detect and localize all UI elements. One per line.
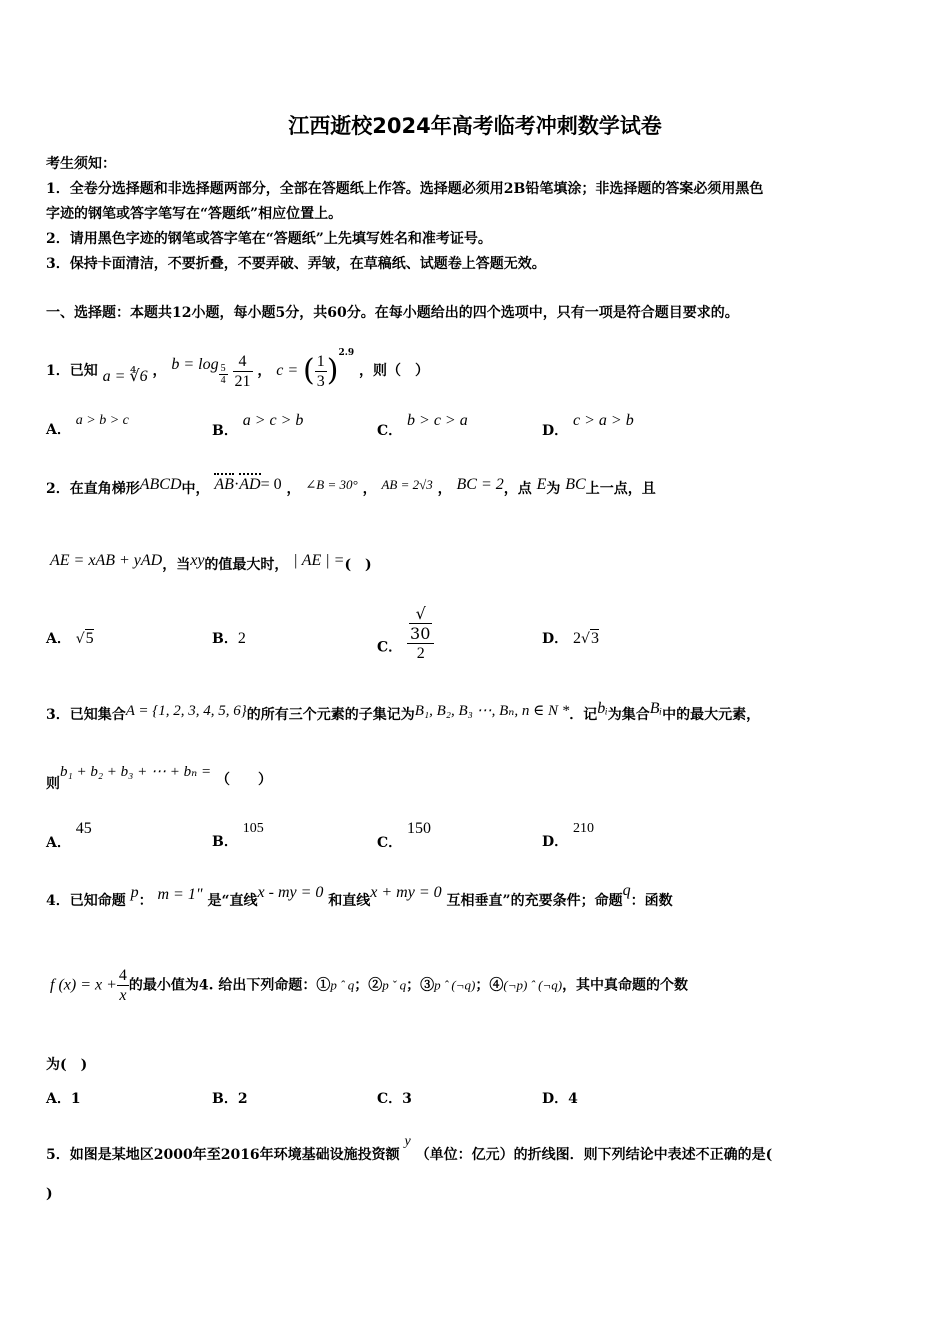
page-title: 江西逝校2024年高考临考冲刺数学试卷	[288, 114, 662, 138]
q2-line2-t2: 的值最大时，	[204, 557, 289, 573]
q4-line-a: x - my = 0	[257, 884, 324, 901]
q3-option-a-value: 45	[75, 820, 92, 837]
q2-shape: ABCD	[139, 476, 182, 493]
q1-c-den: 3	[316, 372, 325, 390]
q1-log-base	[219, 363, 228, 386]
q4-t4: 互相垂直”的充要条件；命题	[446, 893, 623, 909]
notice-item-3: 3．保持卡面清洁，不要折叠，不要弄破、弄皱，在草稿纸、试题卷上答题无效。	[46, 256, 546, 272]
q1-b-num: 4	[233, 352, 253, 372]
q1-suffix: ，则（ ）	[359, 363, 430, 379]
q3-option-d-value: 210	[573, 821, 595, 836]
question-4-line-1	[46, 882, 673, 910]
q2-xy: xy	[190, 552, 205, 569]
q2-line2-t1: ，当	[162, 557, 191, 573]
q1-option-a[interactable]	[46, 412, 129, 439]
section-heading: 一、选择题：本题共12小题，每小题5分，共60分。在每小题给出的四个选项中，只有一项是符合题目要求的。	[46, 305, 739, 321]
q1-option-b-value: a > c > b	[242, 412, 304, 429]
q2-option-c[interactable]	[377, 604, 434, 663]
q3-prefix: 3．已知集合	[46, 707, 126, 723]
notice-item-1a: 1．全卷分选择题和非选择题两部分，全部在答题纸上作答。选择题必须用2B铅笔填涂；非选择题的答案必须用黑色	[46, 181, 764, 197]
q4-line-b: x + my = 0	[370, 884, 442, 901]
q4-f-num: 4	[118, 967, 127, 984]
q1-option-c-value: b > c > a	[407, 412, 468, 429]
q3-set: A = {1, 2, 3, 4, 5, 6}	[125, 703, 247, 719]
q2-option-a-value: √5	[75, 630, 94, 647]
q2-bc: BC = 2	[456, 476, 504, 493]
q1-b-den: 21	[234, 372, 251, 390]
q4-t9: ；④	[475, 977, 504, 994]
question-2-line-1	[46, 476, 656, 498]
q4-c2: p ˇ q	[382, 977, 407, 993]
q2-ab: AB = 2√3	[381, 477, 433, 492]
q5-prefix: 5．如图是某地区2000年至2016年环境基础设施投资额	[46, 1147, 400, 1163]
q2-option-d[interactable]	[542, 628, 599, 648]
q4-t5: ：函数	[630, 893, 673, 909]
q3-t1: 的所有三个元素的子集记为	[246, 707, 415, 723]
q1-prefix: 1．已知	[46, 363, 98, 379]
q3-Bi: Bᵢ	[649, 700, 663, 717]
q3-line2-prefix: 则	[46, 776, 60, 792]
q2-t6: 为	[546, 481, 561, 497]
q2-vector-ad: AD	[239, 476, 261, 493]
q1-c-fraction	[315, 352, 327, 391]
q3-t2: ．记	[569, 707, 598, 723]
q4-c4: (¬p) ˆ (¬q)	[503, 977, 563, 993]
question-3-line-2	[46, 762, 272, 793]
q1-log-base-den: 4	[220, 375, 226, 386]
q2-abs-ae: | AE | =	[293, 552, 345, 569]
q2-dot: ·	[233, 476, 240, 493]
q3-option-b-value: 105	[242, 821, 264, 836]
q1-option-d-value: c > a > b	[573, 412, 634, 429]
q4-t8: ；③	[406, 977, 435, 994]
q2-option-b-value: 2	[237, 630, 246, 647]
question-4-line-3: 为( )	[46, 1057, 88, 1073]
q2-option-c-label: C．	[377, 639, 403, 656]
q3-option-c-label: C．	[377, 835, 403, 851]
question-3-line-1	[46, 700, 760, 724]
q2-line2-t3: ( )	[344, 557, 372, 573]
q4-c3: p ˆ (¬q)	[434, 977, 476, 993]
q4-t7: ；②	[354, 977, 383, 994]
q3-option-b[interactable]	[212, 820, 264, 851]
q2-option-a-label: A．	[46, 631, 71, 647]
q4-p: p	[130, 884, 139, 901]
q4-option-d-value: 4	[568, 1091, 578, 1107]
question-5-line-1	[46, 1134, 772, 1164]
q4-t6: 的最小值为4. 给出下列命题：①	[128, 977, 331, 994]
q4-option-b-value: 2	[237, 1091, 248, 1107]
q3-option-c[interactable]	[377, 820, 431, 852]
q4-option-c-value: 3	[402, 1091, 412, 1107]
q1-comma: ，	[152, 363, 167, 379]
q3-option-d-label: D．	[542, 834, 569, 850]
q4-option-c[interactable]	[377, 1088, 412, 1108]
q2-option-d-coef: 2	[573, 630, 582, 647]
q2-t7: 上一点，且	[585, 481, 656, 497]
q4-q: q	[622, 882, 631, 899]
q4-option-a-value: 1	[70, 1091, 81, 1107]
q4-t1: ：	[138, 893, 153, 909]
q1-option-c-label: C．	[377, 423, 403, 439]
question-2-line-2	[50, 552, 372, 574]
q1-b-fraction	[233, 352, 253, 391]
q3-option-d[interactable]	[542, 820, 594, 851]
q2-t2: ，	[286, 481, 301, 497]
q4-option-d-label: D．	[542, 1091, 569, 1107]
q2-point-e: E	[536, 476, 547, 493]
q3-option-b-label: B．	[212, 834, 238, 850]
q5-text: （单位：亿元）的折线图．则下列结论中表述不正确的是(	[415, 1147, 773, 1163]
q1-option-a-label: A．	[46, 422, 71, 438]
q4-option-b[interactable]	[212, 1088, 248, 1108]
q3-line2-suffix: （ ）	[215, 772, 272, 788]
q3-t3: 为集合	[607, 707, 650, 723]
q1-b-lhs: b = log	[171, 356, 219, 373]
q2-option-c-value	[407, 604, 434, 663]
q2-t5: ，点	[503, 481, 532, 497]
q1-a-expr: a = ∜6	[102, 368, 148, 385]
q2-option-a-radicand: 5	[85, 630, 94, 647]
q3-subsets: B₁, B₂, B₃ ⋯, Bₙ, n ∈ N *	[414, 703, 570, 719]
q4-t10: ，其中真命题的个数	[562, 977, 689, 994]
notice-item-1b: 字迹的钢笔或答字笔写在“答题纸”相应位置上。	[46, 206, 343, 222]
q4-option-c-label: C．	[377, 1091, 403, 1107]
q4-f-fraction	[117, 966, 129, 1005]
q2-option-b[interactable]	[212, 628, 246, 648]
question-5-line-2: )	[46, 1186, 53, 1202]
q4-option-b-label: B．	[212, 1091, 238, 1107]
q2-t3: ，	[362, 481, 377, 497]
q3-bi: bᵢ	[597, 700, 608, 717]
notice-heading: 考生须知：	[46, 156, 116, 172]
q1-option-a-value: a > b > c	[75, 413, 129, 428]
q2-segment: BC	[565, 476, 586, 493]
q2-option-c-den: 2	[416, 645, 425, 662]
q4-f-lhs: f (x) = x +	[50, 976, 117, 994]
q3-sum: b₁ + b₂ + b₃ + ⋯ + bₙ =	[60, 764, 212, 780]
q2-vector-ab: AB	[214, 476, 234, 493]
notice-item-2: 2．请用黑色字迹的钢笔或答字笔在“答题纸”上先填写姓名和准考证号。	[46, 231, 492, 247]
q2-option-d-radicand: 3	[590, 630, 599, 647]
q4-t2: 是“直线	[207, 893, 258, 909]
q2-t1: 中，	[181, 481, 210, 497]
q4-f-den: x	[119, 987, 127, 1004]
q3-option-c-value: 150	[407, 820, 432, 837]
q1-option-b-label: B．	[212, 423, 238, 439]
q2-angle: ∠B = 30°	[305, 477, 358, 492]
q1-option-d[interactable]	[542, 412, 634, 440]
q2-t4: ，	[437, 481, 452, 497]
q4-option-d[interactable]	[542, 1088, 578, 1108]
question-1: 1．已知 a = ∜6 ， b = log $\frac{5}{4}$ $\frac{4}{21}$ ， c = ( $\frac{1}{3}$ )$^{2.9}$ ，则（ ）	[46, 348, 430, 390]
q2-prefix: 2．在直角梯形	[46, 481, 140, 497]
q1-c-num: 1	[316, 352, 325, 370]
q4-option-a[interactable]	[46, 1088, 81, 1108]
q2-option-a[interactable]	[46, 628, 94, 648]
q4-cond: m = 1"	[157, 886, 203, 903]
q4-prefix: 4．已知命题	[46, 893, 126, 909]
q1-option-c[interactable]	[377, 412, 468, 440]
q4-c1: p ˆ q	[330, 977, 355, 993]
q2-eq0: = 0	[260, 476, 282, 493]
question-4-line-2	[50, 966, 688, 1005]
q3-t4: 中的最大元素，	[662, 707, 761, 723]
q2-option-d-sqrt: √3	[581, 630, 599, 647]
q1-c-lhs: c =	[276, 362, 299, 379]
q3-option-a-label: A．	[46, 835, 71, 851]
q1-c-exponent: 2.9	[338, 348, 355, 358]
q2-ae-expr: AE = xAB + yAD	[50, 552, 163, 569]
q2-option-c-num: √ 30	[407, 604, 434, 644]
q2-option-b-label: B．	[212, 631, 238, 647]
q2-option-c-radicand: 30	[410, 624, 431, 643]
q2-option-d-label: D．	[542, 631, 569, 647]
q4-option-a-label: A．	[46, 1091, 71, 1107]
q3-option-a[interactable]	[46, 820, 92, 852]
q4-t3: 和直线	[328, 893, 371, 909]
q1-log-base-num: 5	[220, 363, 226, 374]
q5-var: y	[404, 1134, 411, 1149]
q1-option-d-label: D．	[542, 423, 569, 439]
q1-option-b[interactable]	[212, 412, 303, 440]
